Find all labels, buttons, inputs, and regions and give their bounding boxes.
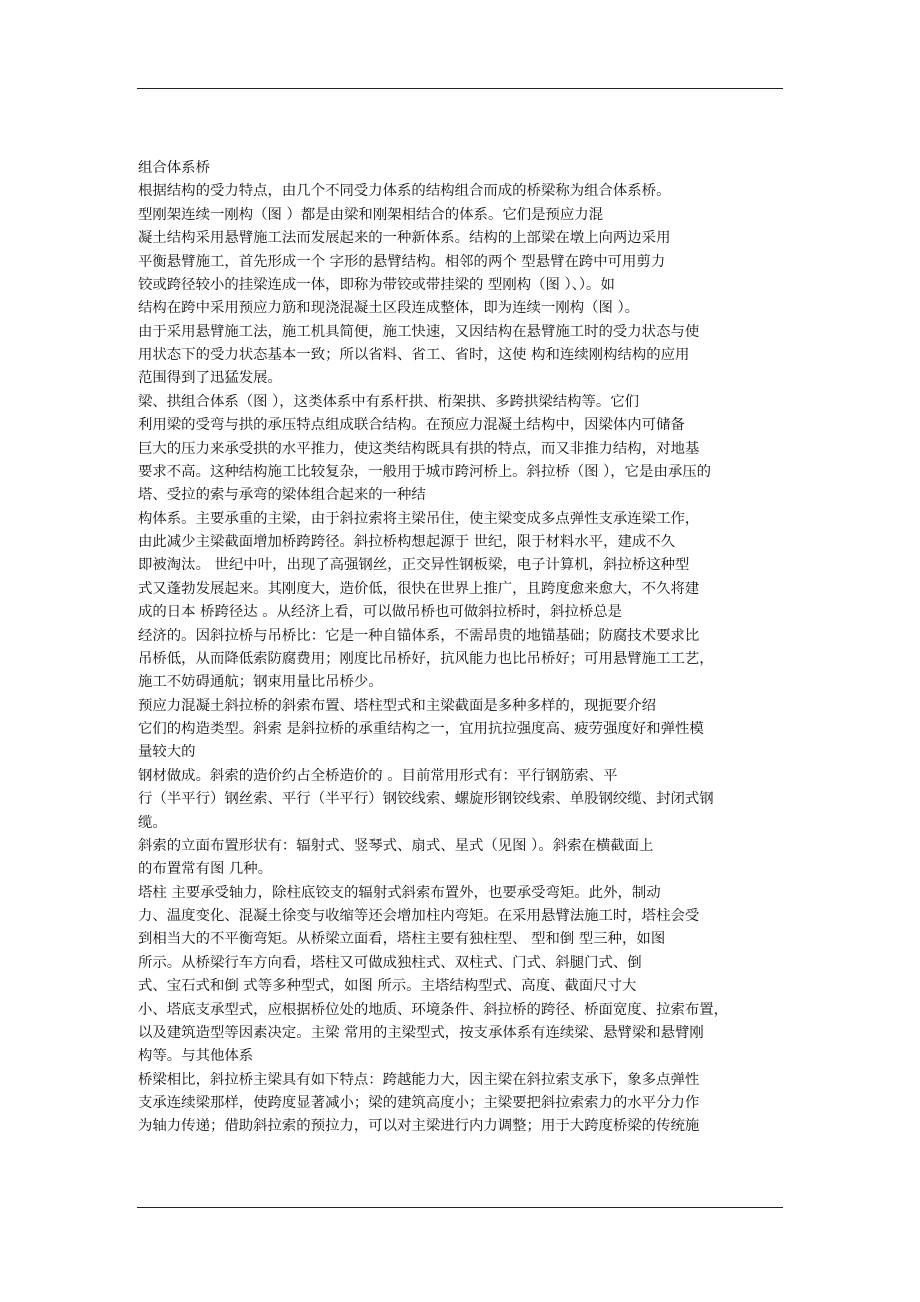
text-line: 巨大的压力来承受拱的水平推力，使这类结构既具有拱的特点，而又非推力结构，对地基 [138, 440, 700, 457]
text-line: 力、温度变化、混凝土徐变与收缩等还会增加柱内弯矩。在采用悬臂法施工时，塔柱会受 [138, 908, 700, 924]
text-line: 塔、受拉的索与承弯的梁体组合起来的一种结 [138, 487, 426, 504]
text-line: 由于采用悬臂施工法，施工机具简便，施工快速，又因结构在悬臂施工时的受力状态与使 [138, 323, 700, 340]
text-line: 行（半平行）钢丝索、平行（半平行）钢铰线索、螺旋形钢铰线索、单股钢绞缆、封闭式钢 [138, 791, 714, 808]
text-line: 斜索的立面布置形状有：辐射式、竖琴式、扇式、星式（见图 ）。斜索在横截面上 [138, 837, 654, 854]
text-line: 小、塔底支承型式，应根据桥位处的地质、环境条件、斜拉桥的跨径、桥面宽度、拉索布置， [138, 1001, 729, 1018]
text-line: 范围得到了迅猛发展。 [138, 370, 282, 387]
text-line: 式又蓬勃发展起来。其刚度大，造价低，很快在世界上推广，且跨度愈来愈大，不久将建 [138, 580, 700, 597]
text-line: 为轴力传递；借助斜拉索的预拉力，可以对主梁进行内力调整；用于大跨度桥梁的传统施 [138, 1118, 700, 1135]
text-line: 桥梁相比，斜拉桥主梁具有如下特点：跨越能力大，因主梁在斜拉索支承下，象多点弹性 [138, 1071, 700, 1088]
text-line: 铰或跨径较小的挂梁连成一体，即称为带铰或带挂梁的 型刚构（图 ）、）。如 [138, 276, 615, 293]
text-line: 利用梁的受弯与拱的承压特点组成联合结构。在预应力混凝土结构中，因梁体内可储备 [138, 417, 685, 434]
text-line: 所示。从桥梁行车方向看，塔柱又可做成独柱式、双柱式、门式、斜腿门式、倒 [138, 954, 642, 971]
text-line: 式、宝石式和倒 式等多种型式，如图 所示。主塔结构型式、高度、截面尺寸大 [138, 978, 637, 995]
text-line: 施工不妨碍通航；钢束用量比吊桥少。 [138, 674, 383, 691]
text-line: 到相当大的不平衡弯矩。从桥梁立面看，塔柱主要有独柱型、 型和倒 型三种，如图 [138, 931, 666, 948]
text-line: 支承连续梁那样，使跨度显著减小；梁的建筑高度小；主梁要把斜拉索索力的水平分力作 [138, 1095, 700, 1111]
text-line: 构体系。主要承重的主梁，由于斜拉索将主梁吊住，使主梁变成多点弹性支承连梁工作， [138, 510, 700, 527]
text-line: 结构在跨中采用预应力筋和现浇混凝土区段连成整体，即为连续一刚构（图 ）。 [138, 300, 640, 317]
text-line: 平衡悬臂施工，首先形成一个 字形的悬臂结构。相邻的两个 型悬臂在跨中可用剪力 [138, 253, 666, 270]
text-line: 构等。与其他体系 [138, 1048, 254, 1065]
document-body [138, 157, 788, 1139]
text-line: 以及建筑造型等因素决定。主梁 常用的主梁型式，按支承体系有连续梁、悬臂梁和悬臂刚 [138, 1024, 704, 1041]
text-line: 根据结构的受力特点，由几个不同受力体系的结构组合而成的桥梁称为组合体系桥。 [138, 183, 671, 200]
text-line: 吊桥低，从而降低索防腐费用；刚度比吊桥好，抗风能力也比吊桥好；可用悬臂施工工艺， [138, 650, 714, 667]
text-line: 预应力混凝土斜拉桥的斜索布置、塔柱型式和主梁截面是多种多样的，现扼要介绍 [138, 697, 657, 714]
text-line: 由此减少主梁截面增加桥跨跨径。斜拉桥构想起源于 世纪，限于材料水平，建成不久 [138, 534, 676, 550]
text-line: 型刚架连续一刚构（图 ）都是由梁和刚架相结合的体系。它们是预应力混 [138, 206, 604, 223]
text-line: 用状态下的受力状态基本一致；所以省料、省工、省时，这使 构和连续刚构结构的应用 [138, 347, 690, 363]
section-title: 组合体系桥 [138, 160, 210, 176]
text-line: 钢材做成。斜索的造价约占全桥造价的 。目前常用形式有：平行钢筋索、平 [138, 767, 618, 784]
text-line: 塔柱 主要承受轴力，除柱底铰支的辐射式斜索布置外，也要承受弯矩。此外，制动 [138, 884, 661, 901]
footer-rule [137, 1207, 783, 1208]
text-line: 即被淘汰。 世纪中叶，出现了高强钢丝，正交异性钢板梁，电子计算机，斜拉桥这种型 [138, 557, 690, 574]
text-line: 的布置常有图 几种。 [138, 861, 273, 878]
text-line: 它们的构造类型。斜索 是斜拉桥的承重结构之一，宜用抗拉强度高、疲劳强度好和弹性模 [138, 721, 704, 737]
header-rule [137, 88, 783, 89]
text-line: 成的日本 桥跨径达 。从经济上看，可以做吊桥也可做斜拉桥时，斜拉桥总是 [138, 604, 623, 621]
text-line: 缆。 [138, 814, 167, 831]
text-line: 梁、拱组合体系（图 ），这类体系中有系杆拱、桁架拱、多跨拱梁结构等。它们 [138, 393, 640, 410]
text-line: 要求不高。这种结构施工比较复杂，一般用于城市跨河桥上。斜拉桥（图 ），它是由承压的 [138, 463, 712, 480]
text-line: 经济的。因斜拉桥与吊桥比：它是一种自锚体系，不需昂贵的地锚基础；防腐技术要求比 [138, 627, 700, 644]
text-line: 量较大的 [138, 744, 196, 761]
text-line: 凝土结构采用悬臂施工法而发展起来的一种新体系。结构的上部梁在墩上向两边采用 [138, 230, 671, 247]
